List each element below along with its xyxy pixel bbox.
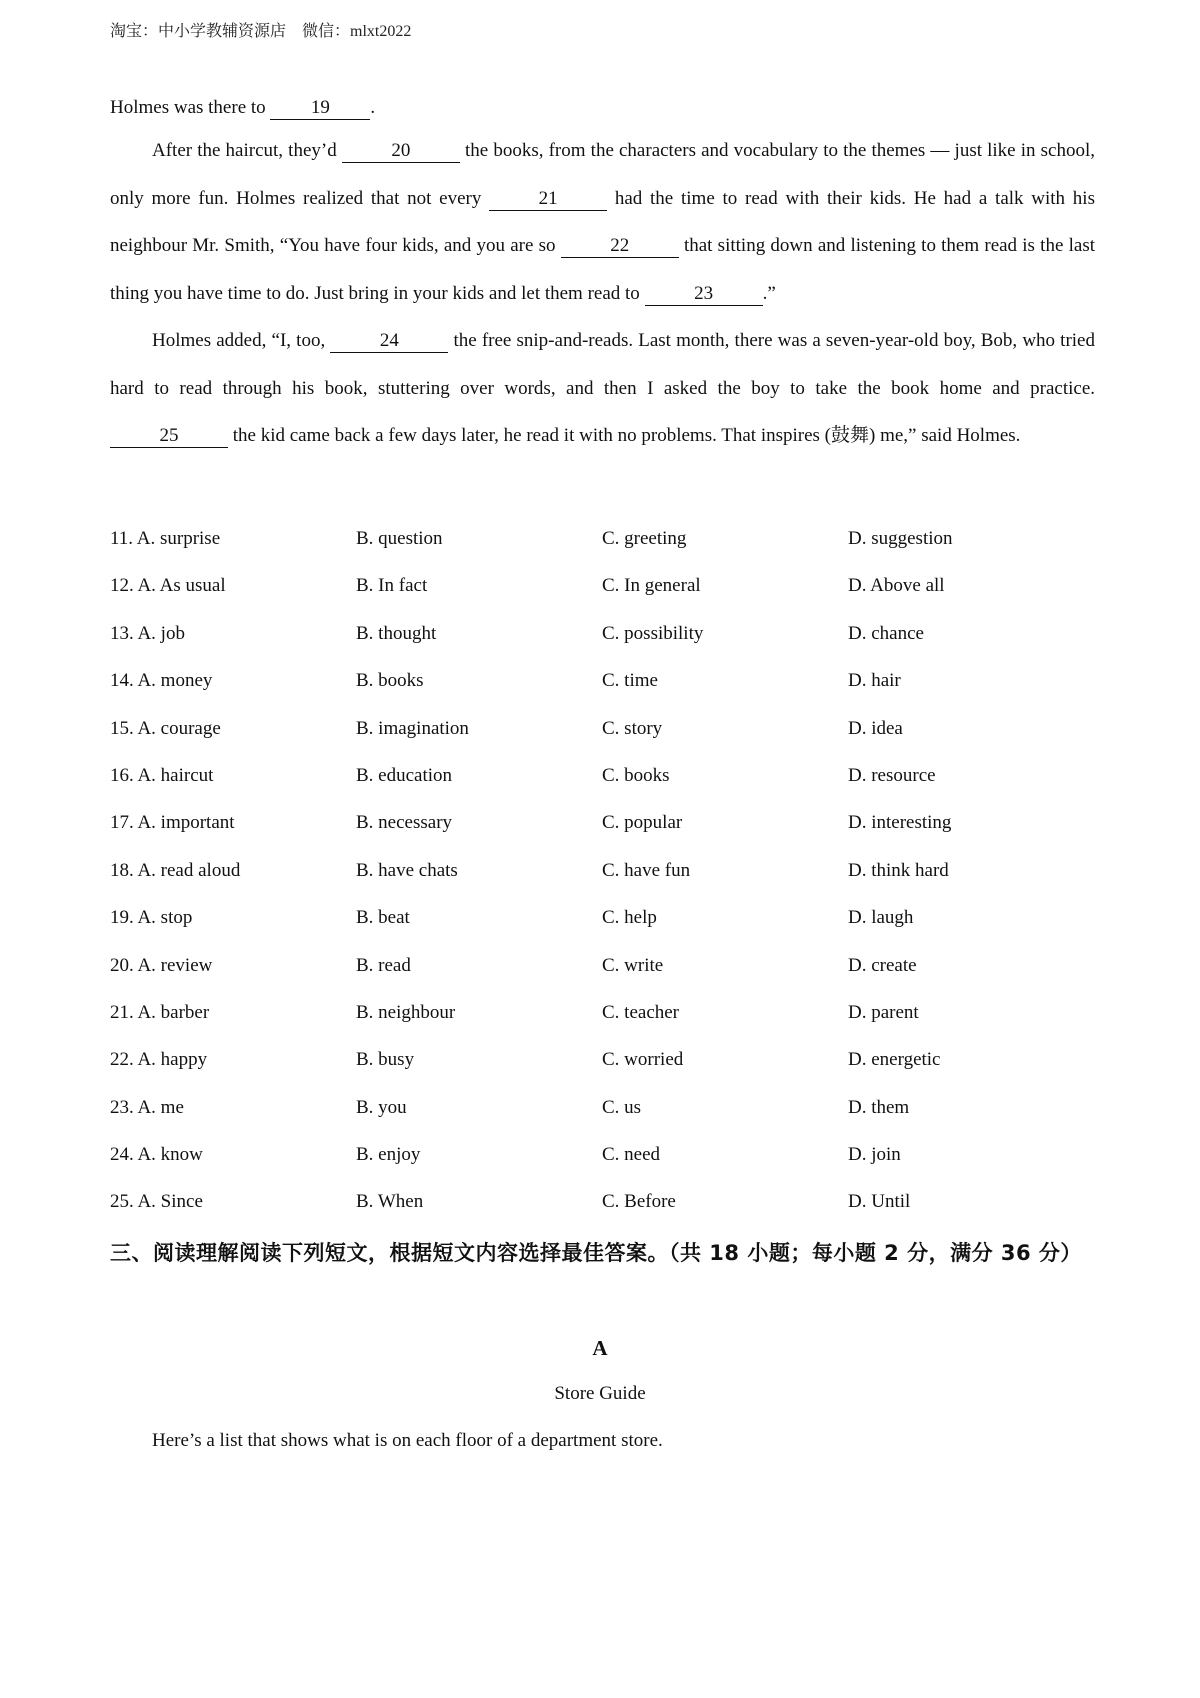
- option-b: B. In fact: [356, 575, 428, 597]
- passage-text: the kid came back a few days later, he read it with no problems. That inspires (鼓舞) me,” said Holmes.: [228, 425, 1021, 446]
- option-d: D. them: [848, 1096, 910, 1118]
- option-c: C. help: [602, 907, 657, 929]
- option-a: 15. A. courage: [110, 717, 221, 739]
- option-a: 19. A. stop: [110, 907, 193, 929]
- blank-20: 20: [342, 140, 460, 163]
- blank-22: 22: [561, 235, 679, 258]
- question-options-list: [110, 520, 1110, 1231]
- option-d: D. think hard: [848, 859, 949, 881]
- option-b: B. When: [356, 1191, 424, 1213]
- option-d: D. resource: [848, 764, 936, 786]
- option-d: D. idea: [848, 717, 903, 739]
- option-a: 21. A. barber: [110, 1001, 210, 1023]
- option-b: B. thought: [356, 622, 437, 644]
- passage-text: the free snip-and-reads. Last month, there was a seven-year-old boy, Bob, who tried hard to read through his book, stuttering over words, and then I asked the boy to take the book home and practice.: [110, 330, 1095, 399]
- passage-intro: Here’s a list that shows what is on each floor of a department store.: [152, 1430, 663, 1451]
- option-c: C. story: [602, 717, 663, 739]
- question-row-19: [110, 899, 1110, 946]
- option-d: D. interesting: [848, 812, 952, 834]
- option-c: C. worried: [602, 1049, 684, 1071]
- option-c: C. greeting: [602, 528, 687, 549]
- question-row-13: [110, 615, 1110, 662]
- passage-letter: A: [592, 1336, 608, 1360]
- option-d: D. join: [848, 1144, 901, 1166]
- passage-text: had the time to read with their kids. He had a talk with his neighbour Mr. Smith, “You have four kids, and you are so: [110, 187, 1095, 256]
- option-b: B. beat: [356, 907, 410, 929]
- option-c: C. books: [602, 764, 670, 786]
- option-d: D. parent: [848, 1001, 919, 1023]
- passage-title: Store Guide: [554, 1383, 646, 1404]
- option-c: C. In general: [602, 575, 701, 597]
- option-b: B. imagination: [356, 717, 469, 739]
- passage-paragraph-3: [110, 317, 1095, 460]
- option-d: D. Above all: [848, 575, 945, 597]
- option-c: C. Before: [602, 1191, 676, 1213]
- question-row-22: [110, 1041, 1110, 1088]
- option-a: 22. A. happy: [110, 1049, 208, 1071]
- option-a: 25. A. Since: [110, 1191, 203, 1213]
- option-c: C. time: [602, 670, 658, 692]
- option-a: 11. A. surprise: [110, 528, 221, 549]
- passage-paragraph-1: [110, 84, 1095, 132]
- blank-23: 23: [645, 283, 763, 306]
- blank-21: 21: [489, 188, 607, 211]
- option-a: 23. A. me: [110, 1096, 184, 1118]
- option-b: B. enjoy: [356, 1144, 421, 1166]
- option-c: C. possibility: [602, 622, 704, 644]
- option-a: 20. A. review: [110, 954, 213, 976]
- option-b: B. have chats: [356, 859, 458, 881]
- passage-text: that sitting down and listening to them read is the last thing you have time to do. Just bring in your kids and let them read to: [110, 235, 1095, 304]
- option-a: 18. A. read aloud: [110, 859, 241, 881]
- header-watermark: 淘宝：中小学教辅资源店 微信：mlxt2022: [110, 23, 412, 40]
- option-d: D. energetic: [848, 1049, 941, 1071]
- option-c: C. need: [602, 1144, 661, 1166]
- question-row-18: [110, 852, 1110, 899]
- question-row-11: [110, 520, 1110, 567]
- question-row-23: [110, 1089, 1110, 1136]
- option-d: D. create: [848, 954, 917, 976]
- option-b: B. busy: [356, 1049, 415, 1071]
- option-c: C. teacher: [602, 1001, 680, 1023]
- option-c: C. us: [602, 1096, 642, 1118]
- option-a: 13. A. job: [110, 622, 185, 644]
- passage-text: Holmes added, “I, too,: [152, 330, 331, 351]
- option-b: B. question: [356, 528, 443, 549]
- blank-25: 25: [110, 425, 228, 448]
- question-row-17: [110, 804, 1110, 851]
- option-b: B. neighbour: [356, 1001, 456, 1023]
- option-b: B. books: [356, 670, 424, 692]
- option-d: D. hair: [848, 670, 901, 692]
- option-a: 12. A. As usual: [110, 575, 226, 597]
- question-row-15: [110, 710, 1110, 757]
- option-b: B. necessary: [356, 812, 453, 834]
- option-d: D. laugh: [848, 907, 914, 929]
- option-c: C. have fun: [602, 859, 691, 881]
- passage-paragraph-2: [110, 127, 1095, 317]
- question-row-21: [110, 994, 1110, 1041]
- question-row-20: [110, 947, 1110, 994]
- option-d: D. Until: [848, 1191, 911, 1213]
- passage-text: the books, from the characters and vocabulary to the themes — just like in school, only more fun. Holmes realized that not every: [110, 140, 1096, 209]
- option-b: B. you: [356, 1096, 407, 1118]
- blank-19: 19: [270, 97, 370, 120]
- question-row-16: [110, 757, 1110, 804]
- option-d: D. chance: [848, 622, 924, 644]
- option-a: 24. A. know: [110, 1144, 203, 1166]
- option-a: 17. A. important: [110, 812, 235, 834]
- option-c: C. write: [602, 954, 664, 976]
- passage-text: After the haircut, they’d: [152, 140, 342, 161]
- option-b: B. education: [356, 764, 453, 786]
- passage-text: Holmes was there to: [110, 97, 271, 118]
- option-a: 16. A. haircut: [110, 764, 214, 786]
- passage-text: .: [370, 97, 376, 118]
- option-a: 14. A. money: [110, 670, 213, 692]
- section-heading: 三、阅读理解阅读下列短文，根据短文内容选择最佳答案。（共 18 小题；每小题 2 分，满分 36 分）: [110, 1241, 1082, 1265]
- question-row-24: [110, 1136, 1110, 1183]
- option-b: B. read: [356, 954, 411, 976]
- question-row-12: [110, 567, 1110, 614]
- question-row-14: [110, 662, 1110, 709]
- option-c: C. popular: [602, 812, 683, 834]
- blank-24: 24: [330, 330, 448, 353]
- option-d: D. suggestion: [848, 528, 953, 549]
- question-row-25: [110, 1183, 1110, 1230]
- passage-text: .”: [762, 282, 776, 304]
